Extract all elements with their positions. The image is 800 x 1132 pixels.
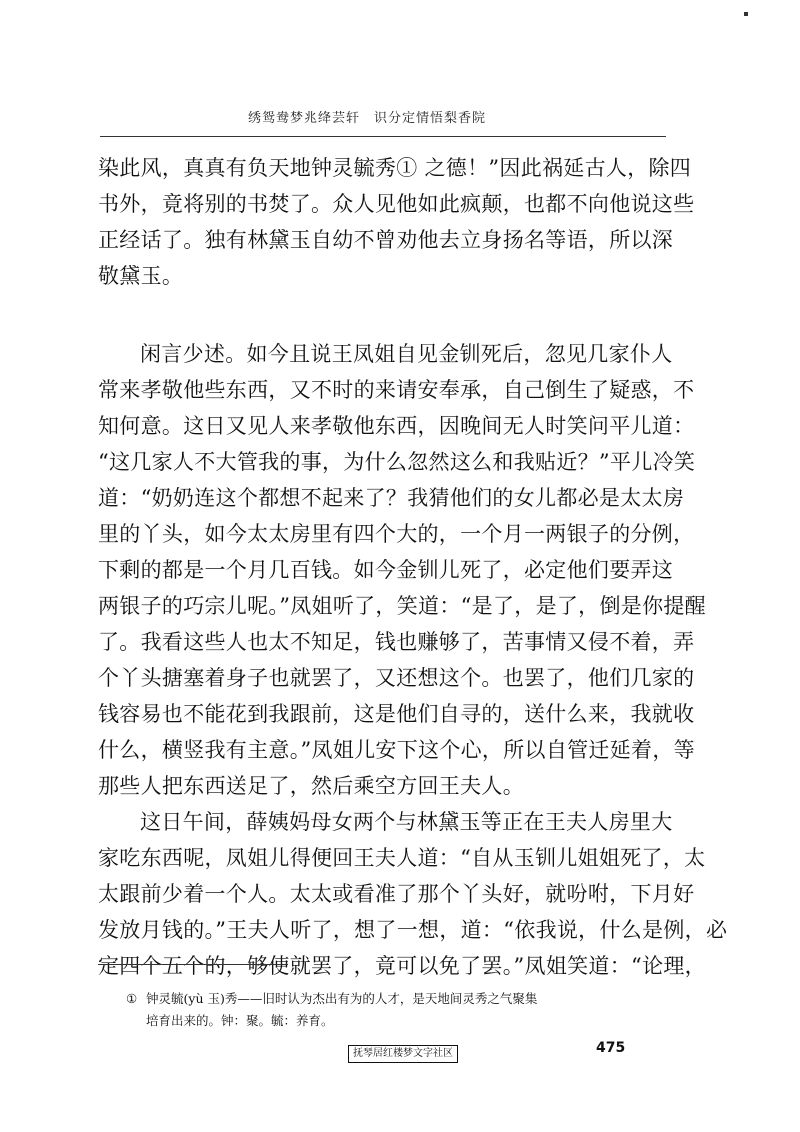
scan-speck xyxy=(744,12,748,16)
text-line: 道：“奶奶连这个都想不起来了？我猜他们的女儿都必是太太房 xyxy=(98,486,685,510)
text-line: 个丫头搪塞着身子也就罢了，又还想这个。也罢了，他们几家的 xyxy=(98,666,695,690)
text-line: 定四个五个的，够使就罢了，竟可以免了罢。”凤姐笑道：“论理， xyxy=(98,954,706,978)
paragraph-2 xyxy=(98,336,706,804)
text-line: 里的丫头，如今太太房里有四个大的，一个月一两银子的分例， xyxy=(98,522,695,546)
text-line: 了。我看这些人也太不知足，钱也赚够了，苦事情又侵不着，弄 xyxy=(98,630,695,654)
body-text xyxy=(98,150,728,984)
running-header: 绣鸳鸯梦兆绛芸轩 识分定情悟梨香院 xyxy=(248,111,487,126)
footnote-line: 培育出来的。钟：聚。毓：养育。 xyxy=(146,1013,334,1028)
page-number: 475 xyxy=(596,1040,626,1056)
text-line: 闲言少述。如今且说王凤姐自见金钏死后，忽见几家仆人 xyxy=(140,342,673,366)
text-line: 这日午间，薛姨妈母女两个与林黛玉等正在王夫人房里大 xyxy=(140,810,673,834)
text-line: 知何意。这日又见人来孝敬他东西，因晚间无人时笑问平儿道： xyxy=(98,414,695,438)
text-line: 钱容易也不能花到我跟前，这是他们自寻的，送什么来，我就收 xyxy=(98,702,695,726)
text-line: 家吃东西呢，凤姐儿得便回王夫人道：“自从玉钏儿姐姐死了，太 xyxy=(98,846,706,870)
header-rule xyxy=(100,136,666,137)
text-line: 敬黛玉。 xyxy=(98,264,184,288)
text-line: 染此风，真真有负天地钟灵毓秀① 之德！”因此祸延古人，除四 xyxy=(98,156,692,180)
footnote-marker: ① xyxy=(126,991,138,1006)
text-line: 正经话了。独有林黛玉自幼不曾劝他去立身扬名等语，所以深 xyxy=(98,228,674,252)
text-line: 书外，竟将别的书焚了。众人见他如此疯颠，也都不向他说这些 xyxy=(98,192,695,216)
text-line: 那些人把东西送足了，然后乘空方回王夫人。 xyxy=(98,774,524,798)
text-line: 下剩的都是一个月几百钱。如今金钏儿死了，必定他们要弄这 xyxy=(98,558,674,582)
text-line: 什么，横竖我有主意。”凤姐儿安下这个心，所以自管迁延着，等 xyxy=(98,738,695,762)
footnote xyxy=(126,988,676,1032)
footnote-rule xyxy=(98,964,288,965)
text-line: 两银子的巧宗儿呢。”凤姐听了，笑道：“是了，是了，倒是你提醒 xyxy=(98,594,706,618)
paragraph-1 xyxy=(98,150,695,294)
text-line: 太跟前少着一个人。太太或看准了那个丫头好，就吩咐，下月好 xyxy=(98,882,695,906)
footnote-line: 钟灵毓(yù 玉)秀——旧时认为杰出有为的人才，是天地间灵秀之气聚集 xyxy=(146,991,538,1006)
text-line: 发放月钱的。”王夫人听了，想了一想，道：“依我说，什么是例，必 xyxy=(98,918,728,942)
text-line: 常来孝敬他些东西，又不时的来请安奉承，自己倒生了疑惑，不 xyxy=(98,378,695,402)
paragraph-gap xyxy=(98,294,674,336)
source-stamp: 抚琴居红楼梦文字社区 xyxy=(348,1045,458,1063)
text-line: “这几家人不大管我的事，为什么忽然这么和我贴近？”平儿冷笑 xyxy=(98,450,696,474)
paragraph-3 xyxy=(98,804,728,984)
